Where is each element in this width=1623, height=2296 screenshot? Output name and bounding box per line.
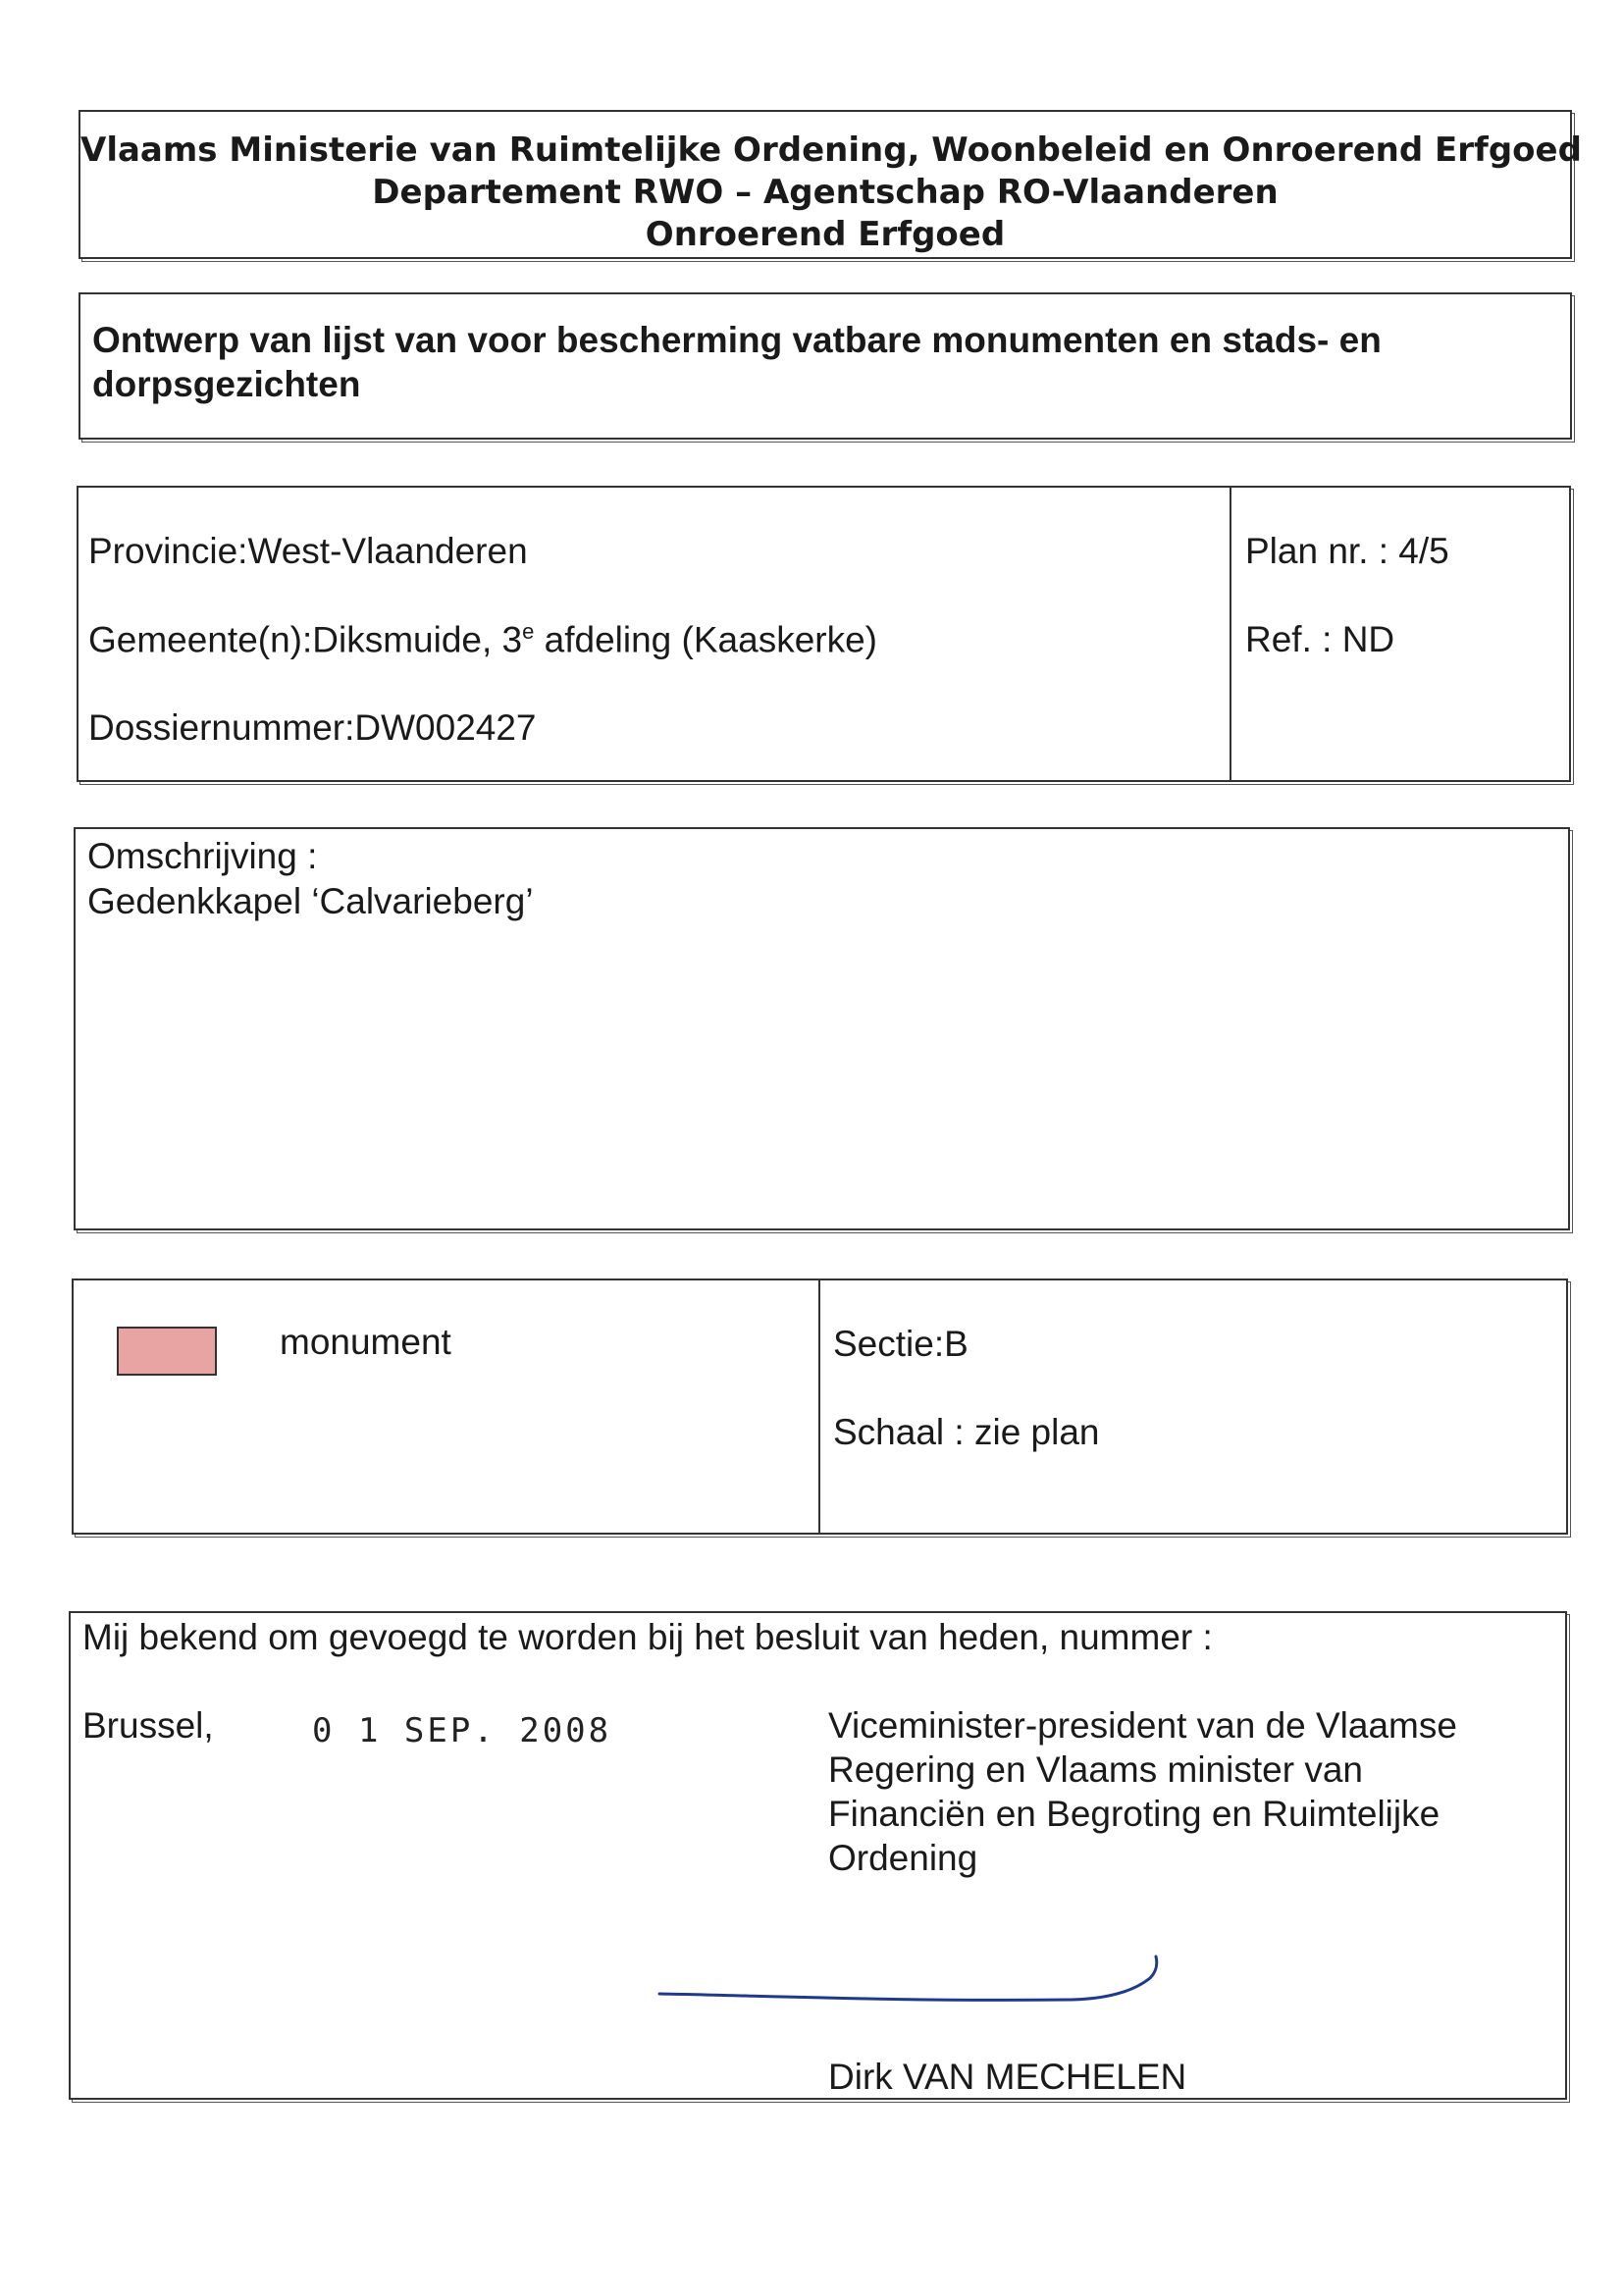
reference-field: Ref. : ND — [1245, 619, 1395, 659]
signature-box — [69, 1611, 1567, 2100]
legend-box — [72, 1278, 1568, 1535]
place-text: Brussel, — [82, 1705, 214, 1746]
gemeente-suffix: afdeling (Kaaskerke) — [534, 619, 877, 660]
role-line-1: Viceminister-president van de Vlaamse — [828, 1705, 1457, 1746]
schaal-field: Schaal : zie plan — [833, 1412, 1100, 1452]
handwritten-signature — [650, 1947, 1199, 2015]
gemeente-prefix: Gemeente(n):Diksmuide, 3 — [88, 619, 523, 660]
ministry-header — [79, 110, 1582, 259]
description-value: Gedenkkapel ‘Calvarieberg’ — [87, 881, 534, 921]
ministry-line-2: Departement RWO – Agentschap RO-Vlaanderen — [372, 173, 1279, 212]
legend-divider — [818, 1280, 820, 1533]
date-stamp: 0 1 SEP. 2008 — [312, 1711, 612, 1750]
description-box — [74, 827, 1570, 1230]
sectie-field: Sectie:B — [833, 1324, 969, 1364]
signatory-name: Dirk VAN MECHELEN — [828, 2057, 1187, 2097]
role-line-4: Ordening — [828, 1838, 978, 1878]
gemeente-superscript: e — [522, 619, 535, 644]
gemeente-field — [88, 619, 877, 660]
location-info-box — [77, 486, 1571, 782]
statement-text: Mij bekend om gevoegd te worden bij het besluit van heden, nummer : — [82, 1617, 1213, 1657]
legend-label: monument — [280, 1322, 451, 1362]
dossier-field: Dossiernummer:DW002427 — [88, 707, 537, 748]
document-title-box — [79, 292, 1572, 440]
role-line-3: Financiën en Begroting en Ruimtelijke — [828, 1794, 1440, 1834]
info-divider — [1230, 488, 1231, 780]
role-line-2: Regering en Vlaams minister van — [828, 1749, 1363, 1790]
document-title: Ontwerp van lijst van voor bescherming vatbare monumenten en stads- en dorpsgezichten — [92, 320, 1382, 404]
provincie-field: Provincie:West-Vlaanderen — [88, 531, 528, 571]
monument-color-swatch — [117, 1327, 217, 1376]
description-label: Omschrijving : — [87, 836, 318, 876]
ministry-line-3: Onroerend Erfgoed — [645, 215, 1006, 254]
plan-number-field: Plan nr. : 4/5 — [1245, 531, 1449, 571]
ministry-line-1: Vlaams Ministerie van Ruimtelijke Ordening, Woonbeleid en Onroerend Erfgoed — [80, 130, 1582, 170]
